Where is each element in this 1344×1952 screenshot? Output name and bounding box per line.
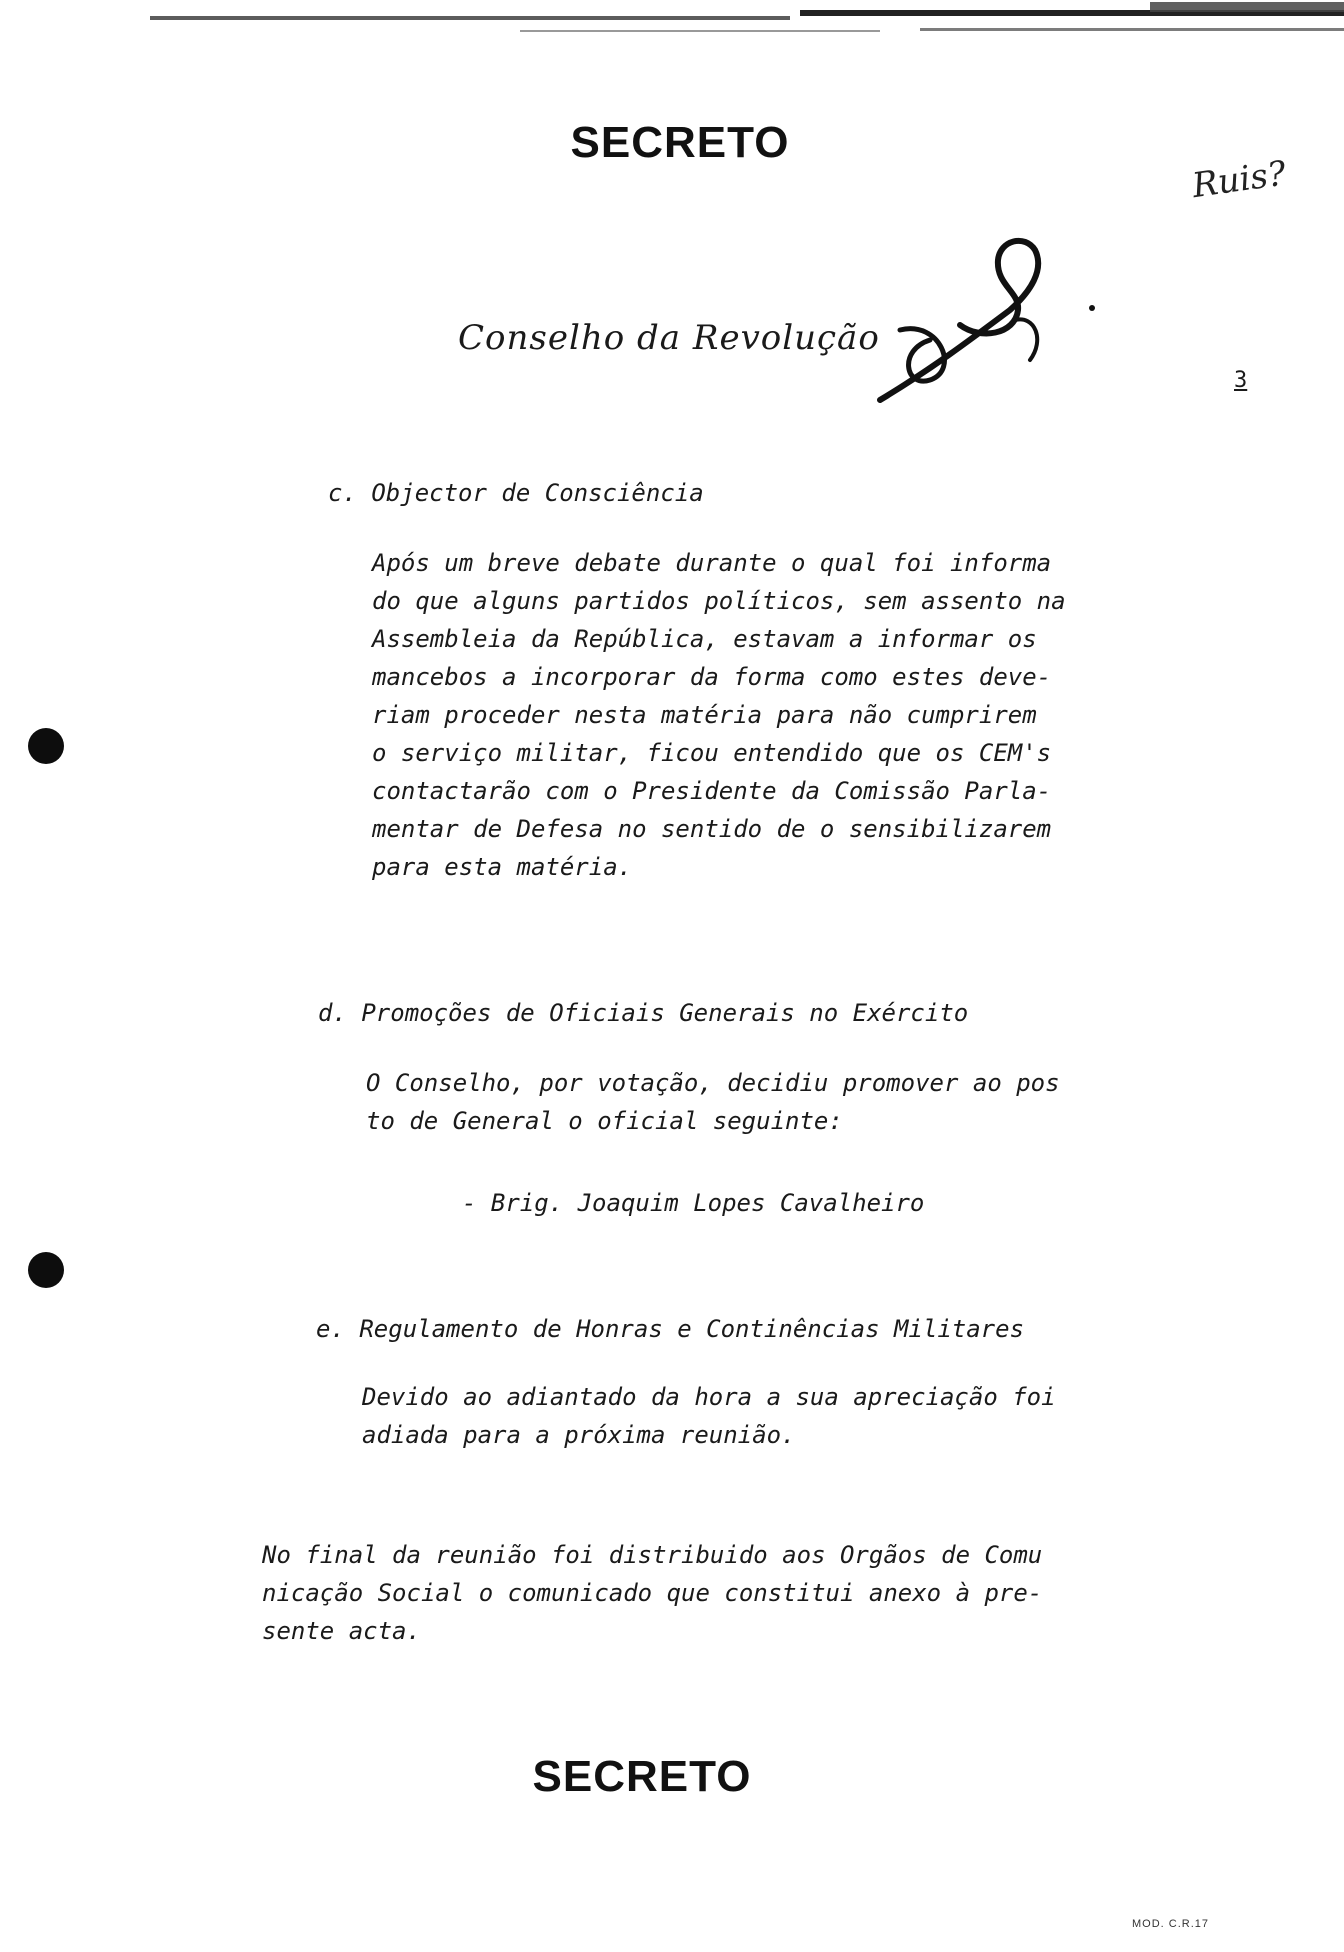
section-heading-d: d. Promoções de Oficiais Generais no Exército bbox=[318, 999, 969, 1027]
handwritten-signature bbox=[860, 230, 1110, 420]
paragraph-line: Assembleia da República, estavam a informar os bbox=[372, 625, 1037, 653]
paragraph-line: adiada para a próxima reunião. bbox=[362, 1421, 796, 1449]
closing-line: sente acta. bbox=[262, 1617, 421, 1645]
closing-line: No final da reunião foi distribuido aos Orgãos de Comu bbox=[262, 1541, 1043, 1569]
promotion-list-item: - Brig. Joaquim Lopes Cavalheiro bbox=[462, 1189, 925, 1217]
classification-stamp-top: SECRETO bbox=[570, 118, 790, 167]
paragraph-line: riam proceder nesta matéria para não cumprirem bbox=[372, 701, 1037, 729]
paragraph-line: Após um breve debate durante o qual foi informa bbox=[372, 549, 1052, 577]
classification-stamp-bottom: SECRETO bbox=[532, 1752, 752, 1801]
section-heading-c: c. Objector de Consciência bbox=[328, 479, 704, 507]
letterhead: Conselho da Revolução bbox=[458, 318, 880, 358]
paragraph-line: Devido ao adiantado da hora a sua apreciação foi bbox=[362, 1383, 1056, 1411]
paragraph-line: mancebos a incorporar da forma como estes deve- bbox=[372, 663, 1052, 691]
paragraph-line: mentar de Defesa no sentido de o sensibilizarem bbox=[372, 815, 1052, 843]
form-code: MOD. C.R.17 bbox=[1132, 1918, 1210, 1930]
paragraph-line: para esta matéria. bbox=[372, 853, 633, 881]
scan-artifact-top-edge bbox=[0, 0, 1344, 40]
paragraph-line: O Conselho, por votação, decidiu promover ao pos bbox=[366, 1069, 1060, 1097]
paragraph-line: contactarão com o Presidente da Comissão Parla- bbox=[372, 777, 1052, 805]
paragraph-line: to de General o oficial seguinte: bbox=[366, 1107, 843, 1135]
handwritten-margin-note: Ruis? bbox=[1189, 153, 1289, 207]
punch-hole-lower bbox=[28, 1252, 64, 1288]
punch-hole-upper bbox=[28, 728, 64, 764]
paragraph-line: o serviço militar, ficou entendido que os CEM's bbox=[372, 739, 1052, 767]
page-number: 3 bbox=[1234, 368, 1248, 393]
section-heading-e: e. Regulamento de Honras e Continências Militares bbox=[316, 1315, 1025, 1343]
closing-line: nicação Social o comunicado que constitui anexo à pre- bbox=[262, 1579, 1043, 1607]
paragraph-line: do que alguns partidos políticos, sem assento na bbox=[372, 587, 1066, 615]
